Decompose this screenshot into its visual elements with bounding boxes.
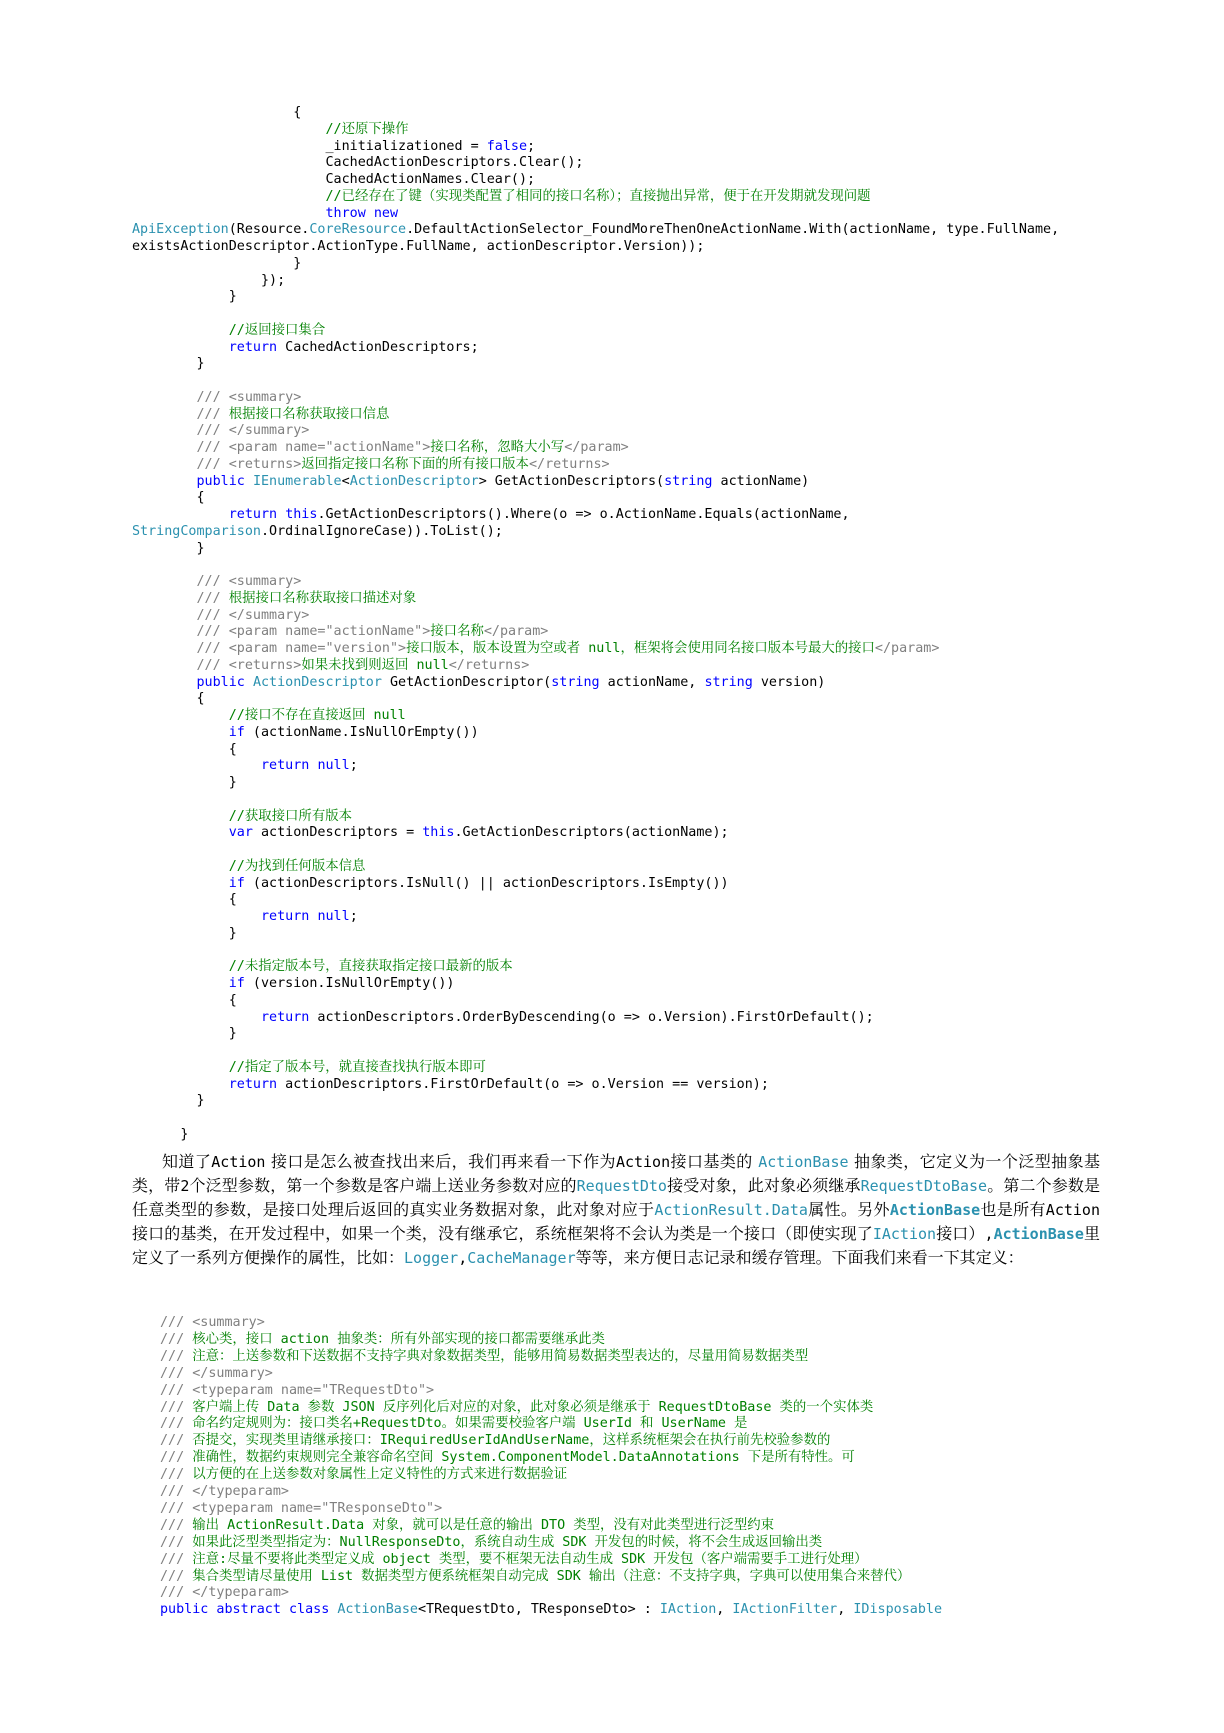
paragraph-text: 也是所有 — [980, 1200, 1046, 1219]
code-token: ActionBase — [337, 1602, 418, 1618]
code-token: } — [132, 925, 237, 941]
code-line — [160, 1500, 442, 1517]
code-line — [160, 1517, 774, 1534]
code-token — [132, 624, 197, 639]
code-token: /// — [196, 406, 221, 422]
code-token — [132, 423, 197, 438]
code-token: actionDescriptors.OrderByDescending(o => o.Version).FirstOrDefault(); — [309, 1009, 874, 1025]
paragraph-text: Action — [211, 1153, 266, 1171]
code-token: public — [196, 473, 245, 489]
code-line — [160, 1432, 830, 1449]
code-token: //未指定版本号，直接获取指定接口最新的版本 — [228, 959, 513, 975]
code-token: /// — [160, 1517, 185, 1533]
code-line — [132, 439, 629, 456]
code-token: /// <typeparam name="TResponseDto"> — [160, 1500, 443, 1516]
type-reference: ActionBase — [758, 1153, 849, 1171]
code-token: 返回指定接口名称下面的所有接口版本 — [301, 456, 529, 472]
code-token: 根据接口名称获取接口描述对象 — [220, 590, 417, 606]
code-line — [132, 757, 358, 774]
code-token: CachedActionNames.Clear(); — [132, 172, 536, 187]
code-token: 接口版本，版本设置为空或者 null，框架将会使用同名接口版本号最大的接口 — [406, 641, 875, 656]
code-line — [132, 406, 389, 423]
code-token — [132, 323, 229, 338]
code-token — [132, 909, 261, 924]
code-token: /// </typeparam> — [160, 1484, 289, 1499]
code-line — [160, 1365, 273, 1382]
code-line — [132, 975, 454, 992]
paragraph-text: 接口的基类，在开发过程中，如果一个类，没有继承它，系统框架将不会认为类是一个接口（即使实现了 — [132, 1224, 873, 1243]
code-token: /// <summary> — [196, 389, 302, 405]
code-token — [132, 1077, 229, 1092]
code-token: _initializationed = — [132, 138, 487, 154]
code-token — [245, 675, 253, 690]
code-line — [132, 540, 205, 557]
code-line — [132, 506, 850, 523]
code-token: { — [132, 992, 237, 1008]
code-token: { — [132, 741, 237, 757]
code-token: </param> — [483, 624, 549, 640]
code-token — [132, 708, 229, 723]
code-token: IActionFilter — [732, 1602, 838, 1618]
code-token: 接口名称，忽略大小写 — [430, 440, 565, 455]
code-token — [132, 876, 229, 891]
code-token: /// — [160, 1534, 185, 1550]
code-line — [132, 875, 729, 892]
code-line — [132, 171, 535, 188]
code-token: //返回接口集合 — [228, 322, 326, 338]
paragraph-text: 里定义了一系列方便操作的属性，比如： — [132, 1224, 1100, 1267]
code-token: </returns> — [528, 456, 610, 472]
code-token: return — [228, 507, 278, 522]
code-line — [132, 205, 398, 222]
code-token: .GetActionDescriptors(actionName); — [454, 825, 729, 841]
code-token: string — [704, 674, 753, 690]
code-token — [132, 959, 229, 974]
code-token — [132, 825, 229, 840]
code-token: (Resource. — [228, 222, 310, 238]
type-reference: IAction — [872, 1225, 937, 1243]
type-reference: RequestDto — [576, 1177, 667, 1195]
code-line — [132, 690, 205, 707]
code-token: if — [228, 976, 245, 991]
code-token: return — [228, 339, 278, 355]
code-line — [132, 489, 205, 506]
code-token — [132, 1060, 229, 1075]
paragraph-text: 。第二个参数是任意类型的参数，是接口处理后返回的真实业务数据对象，此对象对应于 — [132, 1176, 1100, 1219]
code-token — [132, 658, 197, 673]
code-token — [132, 976, 229, 991]
paragraph-text: 抽象类，它定义为一个泛型抽象基类，带 — [132, 1152, 1100, 1195]
code-token: this — [285, 507, 318, 522]
code-token — [132, 1010, 261, 1025]
code-token: } — [132, 356, 205, 372]
code-line — [160, 1348, 808, 1365]
code-token: /// <param name="version"> — [196, 641, 407, 656]
code-token: 以方便的在上送参数对象属性上定义特性的方式来进行数据验证 — [184, 1467, 568, 1483]
code-token — [132, 608, 197, 623]
code-line — [132, 824, 729, 841]
code-line — [132, 724, 479, 741]
code-token: /// — [160, 1433, 185, 1449]
code-line — [132, 221, 1059, 238]
code-token: (actionDescriptors.IsNull() || actionDescriptors.IsEmpty()) — [244, 875, 729, 891]
body-paragraph — [132, 1150, 1100, 1270]
paragraph-text: 接受对象，此对象必须继承 — [666, 1176, 861, 1195]
code-token: ; — [527, 138, 536, 154]
code-line — [160, 1314, 265, 1331]
code-token: //为找到任何版本信息 — [228, 858, 366, 874]
code-token: var — [228, 825, 253, 841]
code-token: throw new — [325, 205, 399, 221]
code-token — [277, 507, 285, 522]
code-line — [132, 573, 301, 590]
code-line — [132, 238, 704, 255]
code-token — [132, 206, 325, 221]
code-line — [160, 1601, 942, 1618]
code-token — [132, 474, 197, 489]
code-token: return — [228, 1076, 278, 1092]
code-line — [132, 473, 809, 490]
code-line — [132, 958, 513, 975]
code-line — [160, 1568, 910, 1585]
code-token: 集合类型请尽量使用 List 数据类型方便系统框架自动完成 SDK 输出（注意：不支持字典，字典可以使用集合来替代） — [184, 1568, 911, 1584]
code-token: (version.IsNullOrEmpty()) — [244, 976, 455, 991]
code-token: actionDescriptors.FirstOrDefault(o => o.Version == version); — [277, 1076, 769, 1092]
code-token: } — [132, 289, 237, 305]
code-line — [132, 657, 529, 674]
code-token — [245, 474, 253, 489]
code-token: 核心类，接口 action 抽象类：所有外部实现的接口都需要继承此类 — [184, 1331, 605, 1347]
code-line — [160, 1534, 822, 1551]
code-line — [132, 322, 325, 339]
code-token: 命名约定规则为：接口类名+RequestDto。如果需要校验客户端 UserId 和 UserName 是 — [184, 1416, 748, 1432]
code-token: .OrdinalIgnoreCase)).ToList(); — [261, 523, 503, 539]
code-line — [132, 1025, 237, 1042]
code-token: }); — [132, 272, 286, 288]
code-token: /// <param name="actionName"> — [196, 624, 431, 640]
paragraph-text: 接口） — [936, 1224, 985, 1243]
code-token: /// <summary> — [160, 1315, 265, 1330]
code-token: null — [317, 909, 350, 924]
code-token: /// — [196, 590, 221, 606]
code-token — [132, 809, 229, 824]
code-token: 根据接口名称获取接口信息 — [220, 406, 390, 422]
code-token — [132, 591, 197, 606]
code-line — [132, 1059, 486, 1076]
code-token — [132, 407, 197, 422]
code-token: ActionDescriptor — [349, 473, 479, 489]
code-line — [132, 858, 365, 875]
code-line — [132, 154, 583, 171]
code-token: /// — [160, 1348, 185, 1364]
code-line — [132, 389, 301, 406]
code-token: //接口不存在直接返回 null — [228, 708, 406, 723]
code-token: 输出 ActionResult.Data 对象，就可以是任意的输出 DTO 类型，没有对此类型进行泛型约束 — [184, 1517, 775, 1533]
paragraph-text: 接口基类的 — [670, 1152, 759, 1171]
code-token: IAction — [659, 1602, 717, 1618]
paragraph-text: 等等，来方便日志记录和缓存管理。下面我们来看一下其定义： — [575, 1248, 1024, 1267]
code-token: .GetActionDescriptors().Where(o => o.ActionName.Equals(actionName, — [317, 507, 850, 522]
type-reference: ActionBase — [993, 1225, 1084, 1243]
paragraph-text: , — [458, 1249, 468, 1267]
code-token: /// — [160, 1399, 185, 1415]
code-token: > GetActionDescriptors( — [478, 473, 665, 489]
code-token: public — [196, 674, 245, 690]
code-line — [132, 272, 285, 289]
code-token: , — [716, 1602, 733, 1618]
code-token: //已经存在了键（实现类配置了相同的接口名称）；直接抛出异常，便于在开发期就发现问题 — [325, 188, 871, 204]
code-line — [160, 1584, 289, 1601]
code-token: /// — [160, 1416, 185, 1432]
code-token: /// </summary> — [196, 423, 310, 439]
code-line — [132, 188, 871, 205]
code-token: public abstract class — [160, 1602, 330, 1618]
code-line — [132, 992, 237, 1009]
code-token: /// — [160, 1467, 185, 1483]
code-token: /// </summary> — [160, 1365, 273, 1381]
code-token: } — [132, 1026, 237, 1042]
code-token: { — [132, 892, 237, 908]
code-line — [160, 1399, 873, 1416]
type-reference: ActionBase — [889, 1201, 981, 1219]
code-line — [132, 925, 237, 942]
code-token: 注意：上送参数和下送数据不支持字典对象数据类型，能够用简易数据类型表达的，尽量用简易数据类型 — [184, 1348, 809, 1364]
code-token: if — [228, 724, 245, 740]
code-token: </param> — [874, 641, 940, 656]
code-token: false — [486, 138, 528, 154]
code-token: actionDescriptors = — [252, 825, 423, 841]
code-token: 客户端上传 Data 参数 JSON 反序列化后对应的对象，此对象必须是继承于 RequestDtoBase 类的一个实体类 — [184, 1399, 874, 1415]
code-line — [160, 1331, 605, 1348]
code-line — [132, 674, 825, 691]
code-line — [160, 1382, 434, 1399]
code-token: ApiException — [132, 222, 229, 238]
code-line — [132, 640, 939, 657]
code-token: ; — [349, 909, 358, 924]
paragraph-text: 接口是怎么被查找出来后，我们再来看一下作为 — [265, 1152, 616, 1171]
type-reference: Logger — [404, 1249, 459, 1267]
type-reference: CacheManager — [467, 1249, 576, 1267]
code-token: 否提交，实现类里请继承接口：IRequiredUserIdAndUserName，这样系统框架会在执行前先校验参数的 — [184, 1433, 831, 1449]
code-line — [160, 1466, 567, 1483]
code-line — [132, 456, 610, 473]
code-token: 接口名称 — [430, 624, 484, 640]
code-token — [132, 457, 197, 472]
code-token: 注意:尽量不要将此类型定义成 object 类型，要不框架无法自动生成 SDK 开发包（客户端需要手工进行处理） — [184, 1551, 868, 1567]
code-token: } — [132, 775, 237, 790]
code-token — [132, 641, 197, 656]
code-line — [160, 1551, 868, 1568]
code-line — [160, 1449, 855, 1466]
code-line — [132, 607, 309, 624]
code-token: //指定了版本号，就直接查找执行版本即可 — [228, 1059, 486, 1075]
code-token: { — [132, 490, 205, 506]
code-line — [160, 1415, 747, 1432]
code-token — [132, 189, 325, 204]
code-line — [132, 774, 237, 791]
code-line — [132, 255, 301, 272]
code-token: } — [132, 255, 302, 271]
code-token: return — [261, 758, 310, 774]
code-token: CoreResource — [309, 222, 407, 238]
type-reference: RequestDtoBase — [860, 1177, 988, 1195]
code-line — [132, 741, 237, 758]
code-token: //还原下操作 — [325, 121, 409, 137]
code-line — [160, 1483, 289, 1500]
code-token — [132, 507, 229, 522]
code-token — [132, 440, 197, 455]
code-token: ; — [349, 758, 358, 774]
code-token: string — [551, 674, 600, 690]
code-token: 准确性，数据约束规则完全兼容命名空间 System.ComponentModel.DataAnnotations 下是所有特性。可 — [184, 1450, 855, 1466]
code-line — [132, 1009, 874, 1026]
code-line — [132, 707, 406, 724]
code-token: IDisposable — [853, 1602, 943, 1618]
code-line — [132, 121, 409, 138]
code-token: IEnumerable — [252, 473, 342, 489]
code-token: actionName, — [599, 674, 705, 690]
code-line — [132, 138, 535, 155]
code-token: } — [132, 1093, 205, 1109]
paragraph-text: Action — [615, 1153, 671, 1171]
code-token: /// — [160, 1551, 185, 1567]
code-token — [132, 340, 229, 355]
code-token: /// <returns> — [196, 456, 302, 472]
code-token: existsActionDescriptor.ActionType.FullName, actionDescriptor.Version)); — [132, 239, 705, 254]
code-line — [132, 288, 237, 305]
paragraph-text: Action — [1045, 1201, 1100, 1219]
paragraph-text: 知道了 — [162, 1152, 212, 1171]
paragraph-text: 2 — [180, 1177, 190, 1195]
code-token: null — [317, 758, 350, 774]
paragraph-text: 个泛型参数，第一个参数是客户端上送业务参数对应的 — [189, 1176, 577, 1195]
code-token: ActionDescriptor — [252, 674, 382, 690]
code-token — [132, 574, 197, 589]
code-token: CachedActionDescriptors.Clear(); — [132, 155, 584, 171]
code-token — [132, 725, 229, 740]
code-token: /// — [160, 1450, 185, 1466]
code-line — [132, 623, 548, 640]
code-token: this — [422, 825, 455, 841]
paragraph-text: , — [984, 1225, 994, 1243]
code-token: , — [837, 1602, 854, 1618]
code-token: /// <typeparam name="TRequestDto"> — [160, 1382, 435, 1398]
code-line — [132, 1076, 769, 1093]
code-token: (actionName.IsNullOrEmpty()) — [244, 724, 479, 740]
code-token: /// <summary> — [196, 574, 302, 589]
code-line — [132, 808, 352, 825]
code-token: </returns> — [448, 657, 530, 673]
code-token — [132, 390, 197, 405]
code-line — [132, 1092, 205, 1109]
code-token: return — [261, 909, 310, 924]
code-token: <TRequestDto, TResponseDto> : — [418, 1602, 660, 1618]
code-line — [132, 339, 479, 356]
code-token: .DefaultActionSelector_FoundMoreThenOneActionName.With(actionName, type.FullName, — [406, 222, 1060, 238]
code-token — [132, 675, 197, 690]
type-reference: ActionResult.Data — [654, 1201, 808, 1219]
code-line — [132, 891, 237, 908]
code-token: return — [261, 1009, 310, 1025]
code-token: /// <param name="actionName"> — [196, 440, 431, 455]
code-token — [132, 758, 261, 773]
code-token: 如果未找到则返回 null — [301, 657, 449, 673]
code-token: /// <returns> — [196, 657, 302, 673]
code-token: /// </typeparam> — [160, 1585, 289, 1601]
code-line — [132, 908, 358, 925]
code-token: } — [132, 540, 205, 556]
code-token: string — [664, 473, 713, 489]
code-token: //获取接口所有版本 — [228, 808, 352, 824]
code-token: actionName) — [712, 473, 810, 489]
code-token: version) — [752, 674, 826, 690]
code-token: /// </summary> — [196, 607, 310, 623]
code-token: 如果此泛型类型指定为：NullResponseDto，系统自动生成 SDK 开发包的时候，将不会生成返回输出类 — [184, 1534, 823, 1550]
code-line — [132, 1126, 188, 1143]
code-token: { — [132, 105, 302, 120]
code-token: { — [132, 691, 205, 707]
code-token: GetActionDescriptor( — [381, 674, 552, 690]
code-token: /// — [160, 1568, 185, 1584]
code-line — [132, 590, 416, 607]
code-line — [132, 104, 301, 121]
code-token: } — [132, 1126, 189, 1142]
code-token: < — [341, 473, 350, 489]
code-line — [132, 355, 205, 372]
code-token — [132, 859, 229, 874]
code-token: StringComparison — [132, 523, 261, 539]
code-token: if — [228, 875, 245, 891]
code-line — [132, 523, 503, 540]
code-token: </param> — [564, 440, 629, 455]
code-token — [132, 122, 325, 137]
code-token: /// — [160, 1331, 185, 1347]
paragraph-text: 属性。另外 — [807, 1200, 890, 1219]
code-token: CachedActionDescriptors; — [277, 339, 479, 355]
code-line — [132, 422, 309, 439]
